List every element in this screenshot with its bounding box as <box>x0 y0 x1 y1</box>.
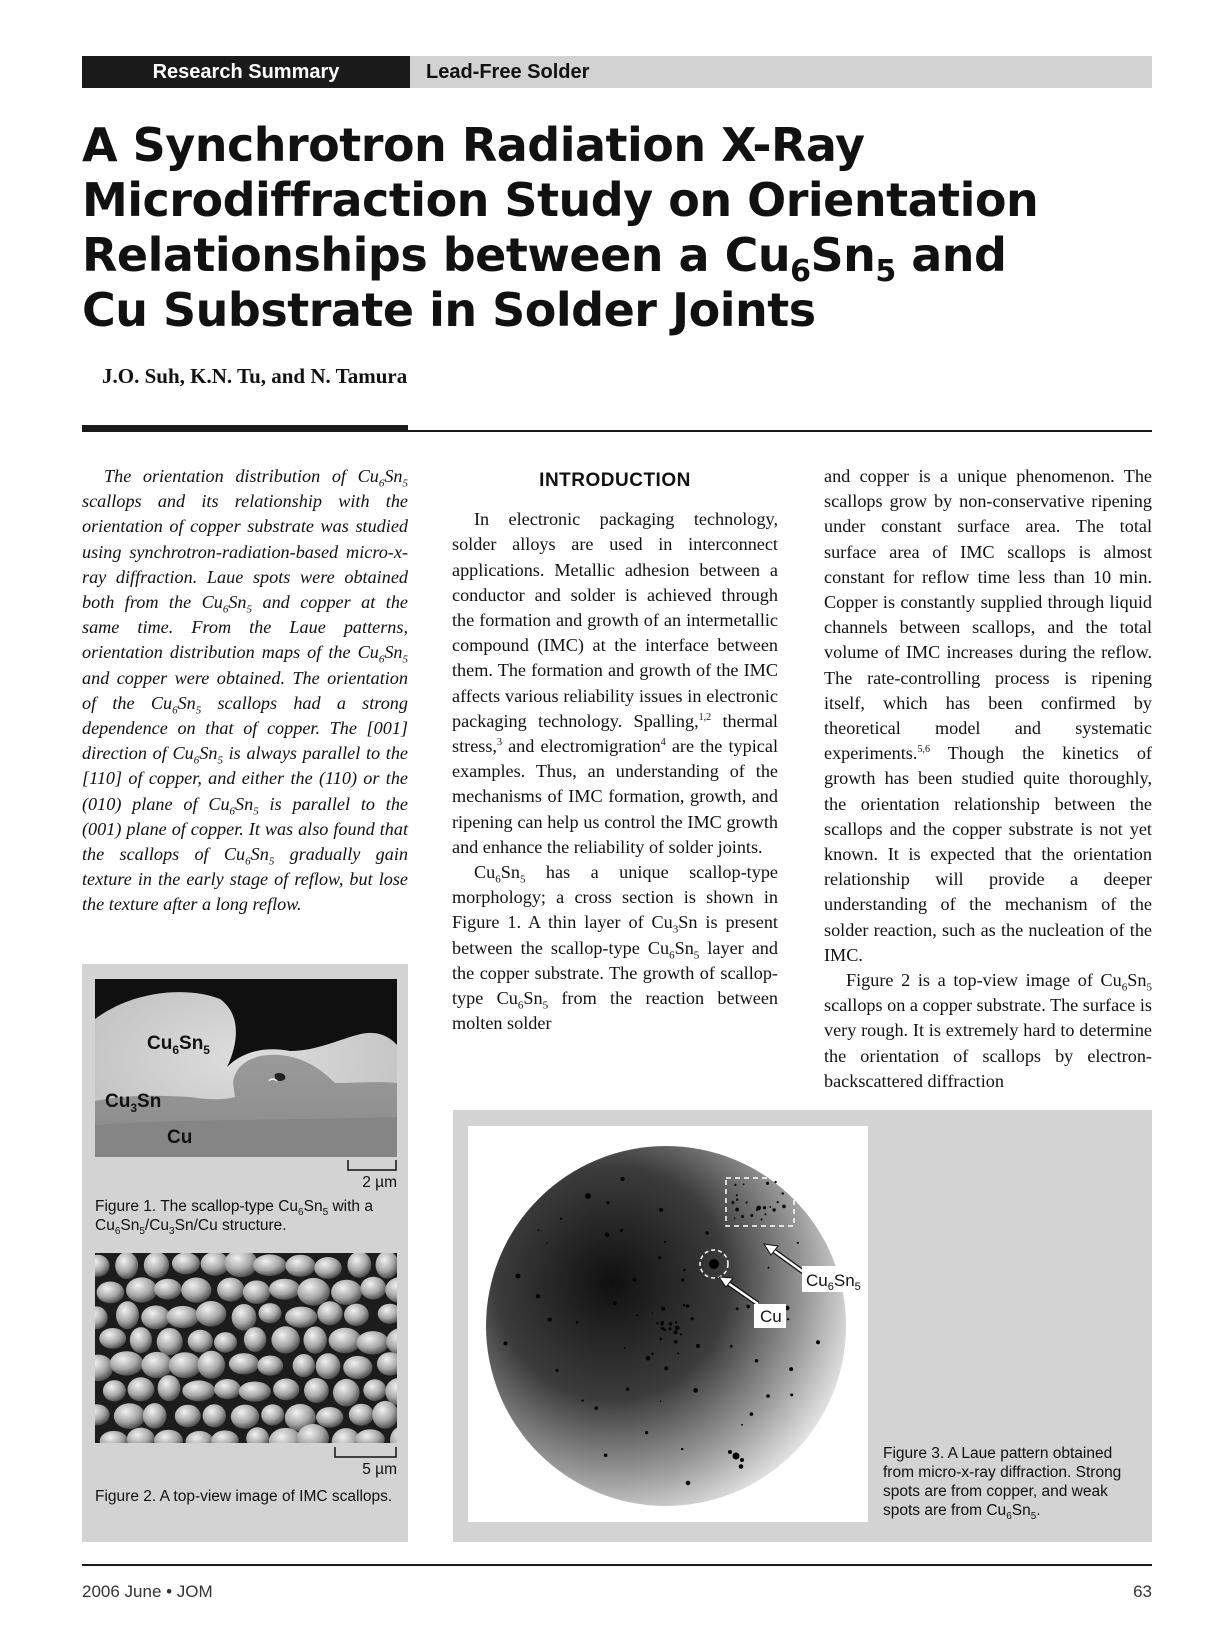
scallop-grain <box>99 1328 126 1349</box>
laue-spot-strong <box>696 1344 700 1348</box>
laue-spot <box>686 1304 690 1308</box>
scallop-grain <box>293 1354 315 1377</box>
divider-thick <box>82 425 408 432</box>
laue-spot-weak <box>761 1219 763 1221</box>
laue-spot <box>658 1256 661 1259</box>
scallop-grain <box>304 1378 329 1403</box>
scallop-grain <box>217 1278 244 1302</box>
scallop-grain <box>349 1404 374 1426</box>
scallop-grain <box>141 1352 172 1378</box>
scallop-grain <box>196 1301 226 1327</box>
laue-spot-weak <box>766 1182 769 1185</box>
scallop-grain <box>314 1257 341 1279</box>
laue-spot-weak <box>782 1192 784 1194</box>
laue-spot <box>624 1347 626 1349</box>
scallop-grain <box>244 1327 266 1352</box>
title-line-2: Microdiffraction Study on Orientation <box>82 173 1039 227</box>
laue-spot-weak <box>741 1215 744 1218</box>
figure2-caption: Figure 2. A top-view image of IMC scallops. <box>95 1488 393 1505</box>
figure1-caption: Figure 1. The scallop-type $Cu_6Sn_5$ with a $Cu_6Sn_5/Cu_3Sn/Cu$ structure. <box>95 1198 373 1238</box>
introduction-heading: INTRODUCTION <box>539 470 691 491</box>
scallop-grain <box>203 1404 226 1427</box>
laue-spot <box>816 1340 820 1344</box>
scallop-grain <box>271 1326 299 1353</box>
figure1-scale-bar <box>347 1160 397 1172</box>
scallop-grain <box>181 1278 211 1303</box>
laue-spot <box>680 1333 682 1335</box>
laue-spot-weak <box>777 1201 779 1203</box>
scallop-grain <box>269 1279 300 1300</box>
laue-spot <box>741 1424 743 1426</box>
laue-spot <box>755 1359 758 1362</box>
scallop-grain <box>128 1377 155 1401</box>
scallop-grain <box>344 1304 369 1326</box>
abstract: The orientation distribution of $Cu_6Sn_5$ scallops and its relationship with the orientation of copper substrate was studied using synchrotron-radiation-based micro-x-ray diffraction. Laue spots were obtained both from the $Cu_6Sn_5$ and copper at the same time. From the Laue patterns, orientation distribution maps of the $Cu_6Sn_5$ and copper were obtained. The orientation of the $Cu_6Sn_5$ scallops had a strong dependence on that of copper. The [001] direction of $Cu_6Sn_5$ is always parallel to the [110] of copper, and either the (110) or the (010) plane of $Cu_6Sn_5$ is parallel to the (001) plane of copper. It was also found that the scallops of $Cu_6Sn_5$ gradually gain texture in the early stage of reflow, but lose the texture after a long reflow. <box>82 466 409 915</box>
scallop-grain <box>257 1356 283 1376</box>
laue-spot-weak <box>736 1194 738 1196</box>
laue-spot <box>787 1318 789 1320</box>
laue-spot <box>661 1327 664 1330</box>
scallop-grain <box>232 1304 257 1331</box>
laue-spot <box>660 1321 664 1325</box>
scallop-grain <box>166 1306 199 1328</box>
laue-spot <box>652 1312 654 1314</box>
scallop-grain <box>243 1280 270 1304</box>
laue-spot-weak <box>763 1206 766 1209</box>
laue-spot-weak <box>782 1205 786 1209</box>
laue-spot-weak <box>743 1183 745 1185</box>
laue-spot <box>668 1327 671 1330</box>
footer-issue: 2006 June • JOM <box>82 1582 213 1601</box>
svg-text:Cu: Cu <box>167 1127 193 1148</box>
laue-spot <box>683 1269 686 1272</box>
laue-spot <box>659 1208 663 1212</box>
svg-text:Cu3Sn: $Cu_3Sn$ <box>105 1091 162 1115</box>
title-line-1: A Synchrotron Radiation X-Ray <box>82 118 865 172</box>
figure3-caption: Figure 3. A Laue pattern obtained from micro-x-ray diffraction. Strong spots are from copper, and weak spots are from $Cu_6Sn_5$. <box>883 1445 1122 1523</box>
scallop-grain <box>130 1327 152 1353</box>
laue-spot <box>705 1231 709 1235</box>
scallop-grain <box>103 1380 126 1401</box>
scallop-grain <box>357 1331 390 1354</box>
scallop-grain <box>363 1379 386 1401</box>
laue-spot <box>636 1314 638 1316</box>
scallop-grain <box>158 1375 181 1401</box>
scallop-grain <box>114 1403 145 1429</box>
laue-spot <box>547 1242 549 1244</box>
scallop-grain <box>97 1282 125 1304</box>
figure2-scale-label: 5 µm <box>362 1461 397 1478</box>
laue-spot <box>677 1352 679 1354</box>
laue-spot-weak <box>769 1206 771 1208</box>
col3-paragraph-1: and copper is a unique phenomenon. The scallops grow by non-conservative ripening under constant surface area. The total surface area of IMC scallops is almost constant for reflow time less than 10 min. Copper is constantly supplied through liquid channels between scallops, and the total volume of IMC increases during the reflow. The rate-controlling process is ripening itself, which has been confirmed by theoretical model and systematic experiments.$^{5,6}$ Though the kinetics of growth has been studied quite thoroughly, the orientation relationship between the scallops and the copper substrate is not yet known. It is expected that the orientation relationship will provide a deeper understanding of the mechanism of the solder reaction, such as the nucleation of the IMC. <box>824 466 1152 965</box>
laue-spot <box>750 1412 754 1416</box>
laue-spot <box>797 1242 799 1244</box>
article-title <box>82 118 1162 338</box>
figure2-scale-bar <box>334 1447 397 1459</box>
laue-spot-weak <box>751 1215 753 1217</box>
scallop-grain <box>229 1353 259 1374</box>
laue-spot-weak <box>772 1208 775 1211</box>
scallop-grain <box>214 1332 237 1353</box>
figure1-sem-image <box>95 979 397 1157</box>
scallop-grain <box>331 1280 362 1305</box>
laue-spot <box>621 1177 625 1181</box>
laue-spot-weak <box>756 1209 758 1211</box>
laue-spot <box>768 1267 770 1269</box>
scallop-grain <box>126 1277 157 1302</box>
scallop-grain <box>110 1351 144 1375</box>
laue-spot-weak <box>735 1208 739 1212</box>
laue-spot-weak <box>734 1184 736 1186</box>
scallop-grain <box>333 1379 360 1407</box>
laue-spot <box>686 1481 691 1486</box>
scallop-grain <box>115 1253 138 1279</box>
scallop-grain <box>141 1306 170 1330</box>
scallop-grain <box>214 1379 241 1399</box>
scallop-grain <box>286 1255 316 1277</box>
intro-paragraph-1: In electronic packaging technology, solder alloys are used in interconnect applications. Metallic adhesion between a conductor and solder is achieved through the formation and growth of an intermetallic compound (IMC) at the interface between them. The formation and growth of the IMC affects various reliability issues in electronic packaging technology. Spalling,$^{1,2}$ thermal stress,$^3$ and electromigration$^4$ are the typical examples. Thus, an understanding of the mechanisms of IMC formation, growth, and ripening can help us control the IMC growth and enhance the reliability of solder joints. <box>452 509 778 857</box>
laue-spot-strong <box>733 1453 740 1460</box>
scallop-grain <box>182 1380 215 1401</box>
scallop-grain <box>157 1328 183 1355</box>
laue-spot <box>691 1317 694 1320</box>
scallop-grain <box>231 1405 259 1429</box>
scallop-grain <box>261 1404 284 1425</box>
scallop-grain <box>329 1328 362 1353</box>
laue-spot <box>606 1201 609 1204</box>
laue-spot <box>604 1454 608 1458</box>
laue-spot <box>536 1294 540 1298</box>
laue-spot-weak <box>746 1201 748 1203</box>
laue-spot-strong <box>585 1193 591 1199</box>
laue-spot <box>674 1330 678 1334</box>
laue-spot <box>746 1305 750 1309</box>
section-label: Research Summary <box>82 56 410 88</box>
svg-text:Cu6Sn5: $Cu_6Sn_5$ <box>806 1271 861 1293</box>
introduction <box>452 464 778 1036</box>
laue-spot <box>581 1399 583 1401</box>
figure3-laue-pattern <box>468 1126 868 1522</box>
scallop-grain <box>175 1405 201 1428</box>
col3-paragraph-2: Figure 2 is a top-view image of $Cu_6Sn_5$ scallops on a copper substrate. The surface is very rough. It is extremely hard to determine the orientation of scallops by electron-backscattered diffraction <box>824 970 1152 1091</box>
svg-text:Cu6Sn5: $Cu_6Sn_5$ <box>147 1033 210 1057</box>
laue-spot <box>576 1321 578 1323</box>
laue-spot <box>556 1369 559 1372</box>
laue-spot-weak <box>736 1199 738 1201</box>
laue-spot-strong <box>728 1450 732 1454</box>
laue-spot <box>626 1387 629 1390</box>
laue-spot <box>645 1431 648 1434</box>
scallop-grain <box>239 1382 271 1402</box>
laue-spot <box>659 1338 662 1341</box>
scallop-grain <box>144 1253 169 1278</box>
laue-spot-weak <box>731 1201 734 1204</box>
scallop-grain <box>360 1277 386 1300</box>
figure1-scale-label: 2 µm <box>362 1174 397 1191</box>
laue-spot-weak <box>765 1213 767 1215</box>
laue-spot <box>664 1241 666 1243</box>
laue-spot <box>605 1233 610 1238</box>
laue-spot-strong <box>740 1458 744 1462</box>
laue-spot-weak <box>774 1181 776 1183</box>
scallop-grain <box>316 1353 341 1379</box>
laue-spot <box>683 1304 685 1306</box>
laue-spot <box>503 1341 507 1345</box>
scallop-grain <box>297 1278 329 1306</box>
laue-spot <box>632 1278 636 1282</box>
scallop-grain <box>169 1352 202 1378</box>
svg-text:Cu: Cu <box>760 1307 782 1326</box>
body-column-3 <box>824 464 1152 1094</box>
scallop-grain <box>172 1253 200 1274</box>
page-number: 63 <box>1133 1582 1152 1601</box>
scallop-grain <box>317 1301 342 1325</box>
laue-spot <box>560 1218 562 1220</box>
laue-spot <box>660 1400 662 1402</box>
scallop-grain <box>116 1301 139 1329</box>
footer-rule <box>82 1564 1152 1566</box>
laue-spot <box>548 1318 552 1322</box>
intro-paragraph-2: $Cu_6Sn_5$ has a unique scallop-type morphology; a cross section is shown in Figure 1. A thin layer of $Cu_3Sn$ is present between the scallop-type $Cu_6Sn_5$ layer and the copper substrate. The growth of scallop-type $Cu_6Sn_5$ from the reaction between molten solder <box>452 862 778 1034</box>
laue-spot <box>613 1301 617 1305</box>
laue-spot <box>681 1278 684 1281</box>
scallop-grain <box>188 1330 213 1353</box>
laue-spot <box>675 1321 677 1323</box>
laue-spot <box>736 1307 739 1310</box>
laue-spot <box>739 1464 744 1469</box>
laue-spot <box>594 1406 598 1410</box>
laue-spot <box>681 1448 683 1450</box>
scallop-grain <box>259 1303 282 1323</box>
laue-spot <box>730 1345 733 1348</box>
scallop-grain <box>154 1279 181 1300</box>
authors: J.O. Suh, K.N. Tu, and N. Tamura <box>102 364 408 388</box>
laue-spot-strong <box>766 1394 770 1398</box>
laue-spot <box>664 1366 668 1370</box>
scallop-grain <box>304 1327 327 1354</box>
topic-label: Lead-Free Solder <box>410 56 1152 88</box>
scallop-grain <box>285 1307 317 1328</box>
laue-spot <box>790 1393 793 1396</box>
laue-spot <box>646 1356 651 1361</box>
laue-spot <box>675 1326 680 1331</box>
laue-spot-strong <box>516 1274 521 1279</box>
laue-spot <box>693 1388 698 1393</box>
scallop-grain <box>253 1254 286 1276</box>
divider-thin <box>408 430 1152 432</box>
laue-spot <box>656 1322 658 1324</box>
title-line-4: Cu Substrate in Solder Joints <box>82 283 816 337</box>
laue-spot <box>674 1340 678 1344</box>
scallop-grain <box>143 1403 167 1429</box>
laue-spot <box>651 1353 653 1355</box>
scallop-grain <box>273 1379 299 1401</box>
scallop-grain <box>343 1356 372 1379</box>
scallop-grain <box>316 1407 343 1428</box>
laue-spot <box>620 1229 623 1232</box>
laue-spot <box>538 1229 540 1231</box>
figure2-sem-image <box>95 1253 397 1443</box>
laue-spot <box>789 1367 793 1371</box>
scallop-grain <box>198 1351 226 1379</box>
laue-spot <box>669 1322 672 1325</box>
laue-spot <box>661 1307 665 1311</box>
laue-spot-weak <box>734 1217 736 1219</box>
title-line-3: Relationships between a $Cu_6Sn_5$ and <box>82 228 1007 289</box>
